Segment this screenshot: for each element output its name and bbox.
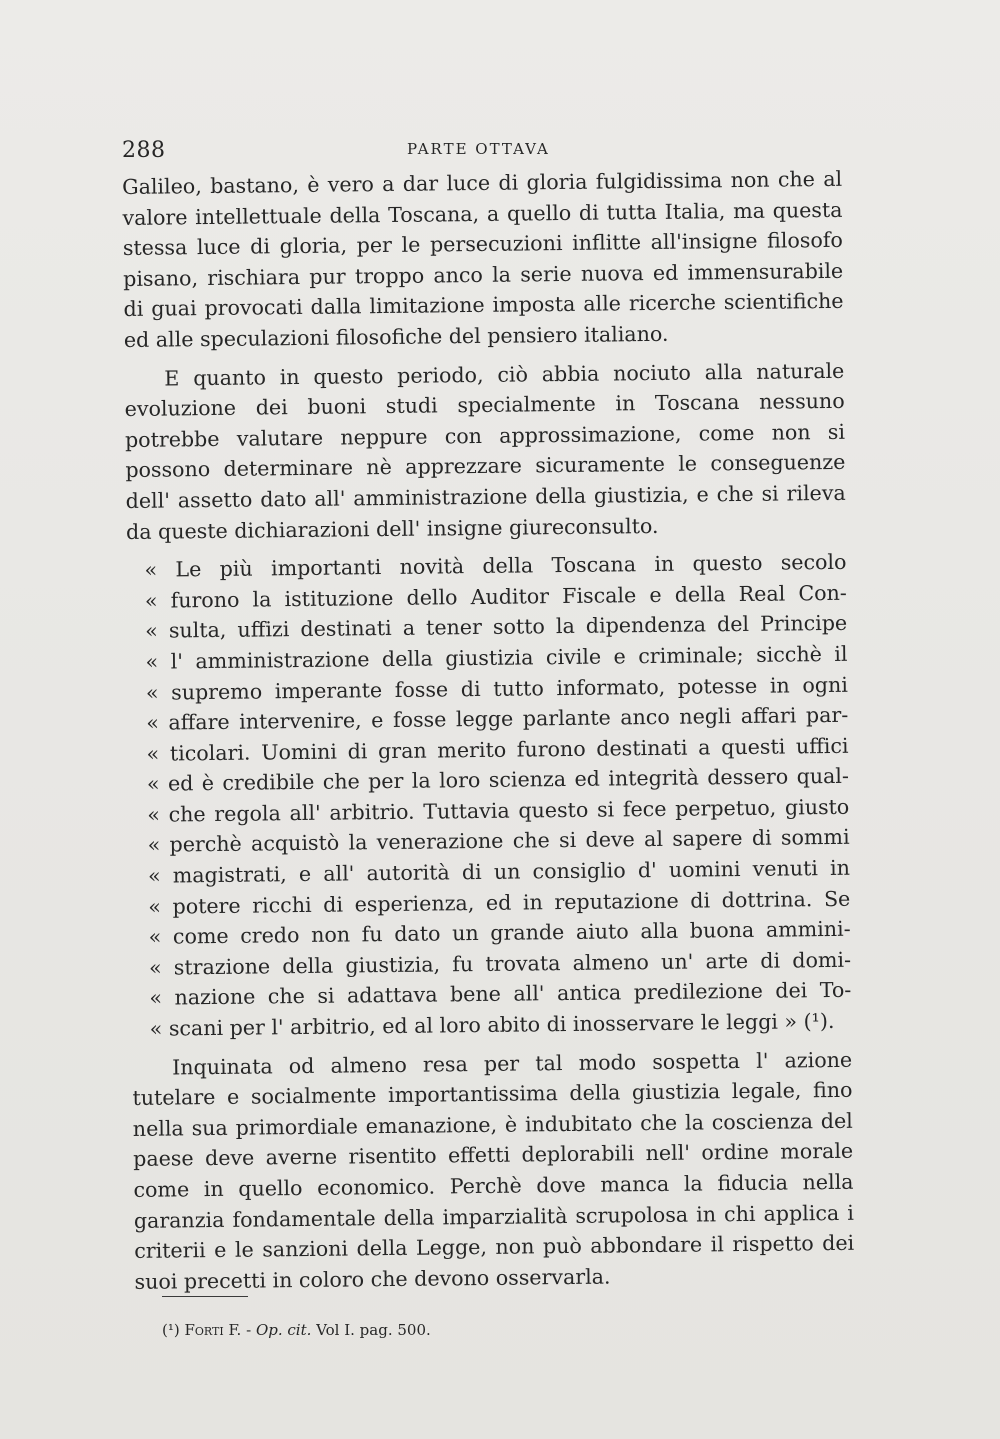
page-number: 288 [122, 138, 166, 163]
page-header [122, 138, 842, 168]
quote-line: « come credo non fu dato un grande aiuto alla buona ammini- [148, 917, 851, 949]
footnote-work: Op. cit. [255, 1321, 312, 1339]
footnote-author: Forti F. [184, 1321, 242, 1339]
paragraph-2: E quanto in questo periodo, ciò abbia nociuto alla naturale evoluzione dei buoni studi specialmente in Toscana nessuno potrebbe valutare neppure con approssimazione, come non si possono determinare nè apprezzare sicuramente le conseguenze dell' assetto dato all' amministrazione della giustizia, e che si rileva da queste dichiarazioni dell' insigne giureconsulto. [124, 358, 846, 544]
quote-line: « ed è credibile che per la loro scienza ed integrità dessero qual- [146, 764, 850, 797]
quote-line: « magistrati, e all' autorità di un consiglio d' uomini venuti in [147, 855, 851, 888]
quote-line: « scani per l' arbitrio, ed al loro abito di inosservare le leggi » (¹). [149, 1009, 835, 1041]
quote-line: « l' amministrazione della giustizia civile e criminale; sicchè il [145, 641, 848, 674]
footnote-separator: - [246, 1321, 252, 1339]
quote-line: « sulta, uffizi destinati a tener sotto la dipendenza del Principe [145, 611, 848, 644]
footnote-reference: Vol I. pag. 500. [316, 1321, 431, 1339]
quote-line: « che regola all' arbitrio. Tuttavia questo si fece perpetuo, giusto [147, 794, 850, 827]
running-head: PARTE OTTAVA [407, 140, 550, 158]
paragraph-3: Inquinata od almeno resa per tal modo sospetta l' azione tutelare e socialmente importantissima della giustizia legale, fino nella sua primordiale emanazione, è indubitato che la coscienza del paese deve averne risentito effetti deplorabili nell' ordine morale come in quello economico. Perchè dove manca la fiducia nella garanzia fondamentale della imparzialità scrupolosa in chi applica i criterii e le sanzioni della Legge, non può abbondare il rispetto dei suoi precetti in coloro che devono osservarla. [132, 1047, 855, 1294]
footnote [162, 1320, 431, 1340]
footnote-marker: (¹) [162, 1321, 180, 1339]
paragraph-1: Galileo, bastano, è vero a dar luce di gloria fulgidissima non che al valore intellettuale della Toscana, a quello di tutta Italia, ma questa stessa luce di gloria, per le persecuzioni inflitte all'insigne filosofo pisano, rischiara pur troppo anco la serie nuova ed immensurabile di guai provocati dalla limitazione imposta alle ricerche scientifiche ed alle speculazioni filosofiche del pensiero italiano. [122, 166, 844, 352]
quote-line: « affare intervenire, e fosse legge parlante anco negli affari par- [146, 702, 849, 735]
quote-line: « perchè acquistò la venerazione che si deve al sapere di sommi [147, 825, 850, 858]
quote-line: « strazione della giustizia, fu trovata almeno un' arte di domi- [148, 947, 852, 980]
block-quote [126, 547, 852, 1045]
quote-line: « furono la istituzione dello Auditor Fiscale e della Real Con- [144, 580, 847, 613]
quote-line: « nazione che si adattava bene all' antica predilezione dei To- [149, 978, 852, 1011]
quote-line: « supremo imperante fosse di tutto informato, potesse in ogni [145, 672, 848, 705]
quote-line: « potere ricchi di esperienza, ed in reputazione di dottrina. Se [148, 886, 851, 919]
quote-line: « Le più importanti novità della Toscana in questo secolo [144, 549, 847, 582]
footnote-divider [162, 1296, 248, 1297]
body-text [122, 164, 855, 1305]
quote-line: « ticolari. Uomini di gran merito furono destinati a questi uffici [146, 733, 849, 766]
